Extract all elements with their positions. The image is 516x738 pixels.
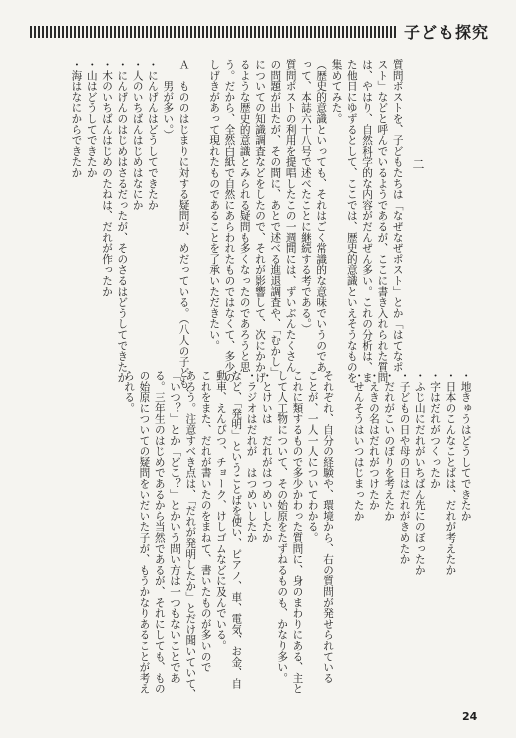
text-line: られる。 [123,370,136,414]
text-line: 質問ポストの利用を提唱したこの一週間には、ずいぶんたくさん [284,59,297,373]
text-line: して人工物について、その始原をたずねるものも、かなり多い。 [276,370,289,684]
text-line: 「いつ？」とか「どこ？」とかいう問い方は一つもないことであ [169,370,182,684]
text-line: ・字はだれがつくったか [429,370,442,489]
text-line: ・木のいちばんはじめのたねは、だれが作ったか [101,59,114,297]
text-line: の問題が出たが、その間に、あとで述べる進退調査や、「むかし」 [269,59,282,378]
text-line: Ａ もののはじまりに対する疑問が、めだっている。（八人の子ども、 [177,59,190,400]
text-line: 男が多い。） [162,59,175,141]
text-line: るような歴史的意識とみられる疑問も多くなったのであろうと思 [238,59,251,373]
text-line: ・にんげんのはじめはさるだったが、そのさるはどうしてできたか [116,59,129,384]
text-line: ・ふじ山にだれがいちばん先にのぼったか [413,370,426,576]
text-line: あろう。注意すべき点は、「だれが発明したか」とだけ聞いていて、 [184,370,197,700]
text-line: う。だから、全然白紙で自然にあらわれたものではなくて、多少の [223,59,236,384]
text-line: 動車、えんぴつ、チョーク、けしゴムなどに及んでいる。 [214,370,227,651]
text-line: の始原についての疑問をいだいた子が、もうかなりあることが考え [138,370,151,695]
text-line: ・山はどうしてできたか [85,59,98,178]
text-line: （歴史的意識といっても、それはごく常識的な意味でいうのであ [315,59,328,373]
text-line: ことが、一人一人についてわかる。 [306,370,319,543]
text-line: ・海はなにからできたか [70,59,83,178]
text-line: についての知識調査などをしたので、それが影響して、次にかかげ [254,59,267,384]
text-line: ・ラジオはだれが はつめいしたか [245,370,258,543]
text-line: ・せんそうはいつはじまったか [352,370,365,522]
text-line: ・えきの名はだれがつけたか [367,370,380,511]
text-line: は、やはり、自然科学的な内容がだんぜん多い。これの分析は、ま [361,59,374,384]
text-line: ・とけいは だれがはつめいしたか [260,370,273,543]
text-line: 集めてみた。 [330,59,343,124]
text-line: など、「発明」ということばを使い、ピアノ、車、電気、お金、自 [230,370,243,689]
text-line: って、本誌六十八号で述べたことに継続する考である。） [299,59,312,335]
text-line: ・人のいちばんはじめはなにか [131,59,144,211]
text-block-top [36,52,420,400]
text-line: 質問ボストを、子どもたちは「なぜなぜポスト」とか「はてなポ [391,59,404,373]
text-line: ・子どもの日や母の日はだれがきめたか [398,370,411,565]
text-line: これをまた、だれが書いたのをまねて、書いたものが多いので [199,370,212,673]
text-line: た他日にゆずるとして、ここでは、歴史的意識といえそうなものを [345,59,358,384]
text-line: ・地きゅうはどうしてできたか [459,370,472,522]
text-line: スト」などと呼んでいるようであるが、ここに書き入れられた質問 [376,59,389,384]
text-line: これに類するもので多少かわった質問に、身のまわりにある、主と [291,370,304,695]
text-line: それぞれ、自分の経験や、環境から、右の質問が発せられている [322,370,335,684]
page-number: 24 [462,710,478,723]
section-number: 二 [411,158,425,170]
text-block-bottom [88,363,488,700]
header-decoration [30,26,398,38]
text-line: る。三年生のはじめであるから当然であるが、それにしても、もの [153,370,166,695]
page-header-title: 子ども探究 [404,23,490,42]
text-line: ・だれがこいのぼりを考えたか [383,370,396,522]
text-line: ・にんげんはどうしてできたか [146,59,159,211]
text-line: ・日本のこんなことばは、だれが考えたか [444,370,457,576]
text-line: しげきがあって現れたものであることを了承いただきたい。 [208,59,221,351]
